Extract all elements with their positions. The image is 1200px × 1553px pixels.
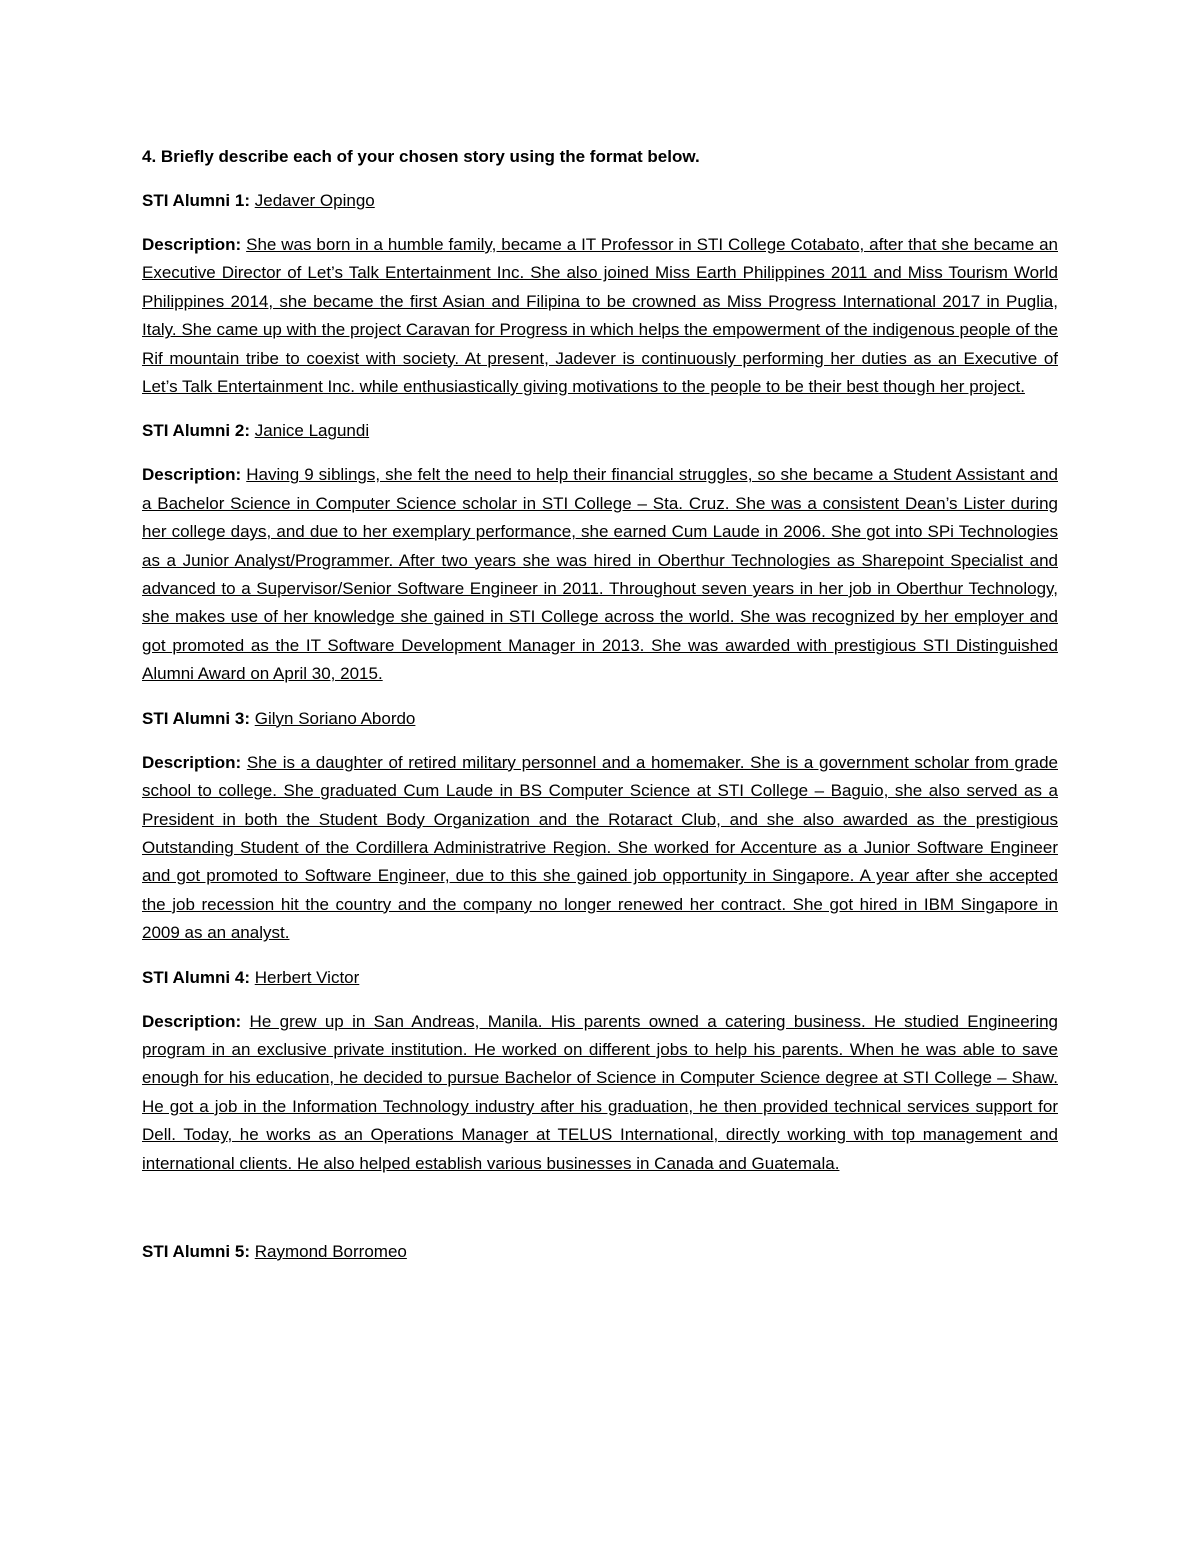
- alumni-5-label: STI Alumni 5:: [142, 1241, 250, 1261]
- alumni-2-label: STI Alumni 2:: [142, 421, 250, 441]
- question-heading: 4. Briefly describe each of your chosen story using the format below.: [142, 147, 700, 166]
- alumni-5-name: Raymond Borromeo: [254, 1241, 407, 1261]
- alumni-4-label: STI Alumni 4:: [142, 967, 250, 987]
- alumni-2-name: Janice Lagundi: [254, 421, 370, 441]
- alumni-4-name: Herbert Victor: [254, 967, 360, 987]
- alumni-4-title: [142, 964, 1058, 992]
- alumni-2-description-label: Description:: [142, 465, 242, 485]
- alumni-3-label: STI Alumni 3:: [142, 708, 250, 728]
- alumni-4-description: [142, 1008, 1058, 1178]
- alumni-1-name: Jedaver Opingo: [254, 191, 375, 210]
- alumni-2-description: [142, 461, 1058, 688]
- alumni-3-title: [142, 705, 1058, 733]
- document-page: [142, 143, 1058, 1282]
- alumni-2-title: [142, 417, 1058, 445]
- blank-line: [142, 1194, 1058, 1238]
- alumni-3-name: Gilyn Soriano Abordo: [254, 708, 416, 728]
- alumni-1-title: [142, 187, 1058, 215]
- alumni-2-description-text: Having 9 siblings, she felt the need to help their financial struggles, so she became a Student Assistant and a Bachelor Science in Computer Science scholar in STI College – Sta. Cruz. She was a consistent Dean’s Lister during her college days, and due to her exemplary performance, she earned Cum Laude in 2006. She got into SPi Technologies as a Junior Analyst/Programmer. After two years she was hired in Oberthur Technologies as Sharepoint Specialist and advanced to a Supervisor/Senior Software Engineer in 2011. Throughout seven years in her job in Oberthur Technology, she makes use of her knowledge she gained in STI College across the world. She was recognized by her employer and got promoted as the IT Software Development Manager in 2013. She was awarded with prestigious STI Distinguished Alumni Award on April 30, 2015.: [142, 465, 1058, 684]
- alumni-4-description-text: He grew up in San Andreas, Manila. His parents owned a catering business. He studied Engineering program in an exclusive private institution. He worked on different jobs to help his parents. When he was able to save enough for his education, he decided to pursue Bachelor of Science in Computer Science degree at STI College – Shaw. He got a job in the Information Technology industry after his graduation, he then provided technical services support for Dell. Today, he works as an Operations Manager at TELUS International, directly working with top management and international clients. He also helped establish various businesses in Canada and Guatemala.: [142, 1011, 1059, 1173]
- alumni-4-description-label: Description:: [142, 1011, 242, 1031]
- alumni-1-description-label: Description:: [142, 235, 242, 254]
- alumni-1-description-text: She was born in a humble family, became a IT Professor in STI College Cotabato, after that she became an Executive Director of Let’s Talk Entertainment Inc. She also joined Miss Earth Philippines 2011 and Miss Tourism World Philippines 2014, she became the first Asian and Filipina to be crowned as Miss Progress International 2017 in Puglia, Italy. She came up with the project Caravan for Progress in which helps the empowerment of the indigenous people of the Rif mountain tribe to coexist with society. At present, Jadever is continuously performing her duties as an Executive of Let’s Talk Entertainment Inc. while enthusiastically giving motivations to the people to be their best though her project.: [142, 235, 1058, 397]
- alumni-5-title: [142, 1238, 1058, 1266]
- alumni-3-description-label: Description:: [142, 752, 242, 772]
- alumni-1-description: [142, 231, 1058, 401]
- alumni-1-label: STI Alumni 1:: [142, 191, 250, 210]
- alumni-3-description-text: She is a daughter of retired military personnel and a homemaker. She is a government scholar from grade school to college. She graduated Cum Laude in BS Computer Science at STI College – Baguio, she also served as a President in both the Student Body Organization and the Rotaract Club, and she also awarded as the prestigious Outstanding Student of the Cordillera Administratrive Region. She worked for Accenture as a Junior Software Engineer and got promoted to Software Engineer, due to this she gained job opportunity in Singapore. A year after she accepted the job recession hit the country and the company no longer renewed her contract. She got hired in IBM Singapore in 2009 as an analyst.: [142, 752, 1058, 943]
- alumni-3-description: [142, 749, 1058, 948]
